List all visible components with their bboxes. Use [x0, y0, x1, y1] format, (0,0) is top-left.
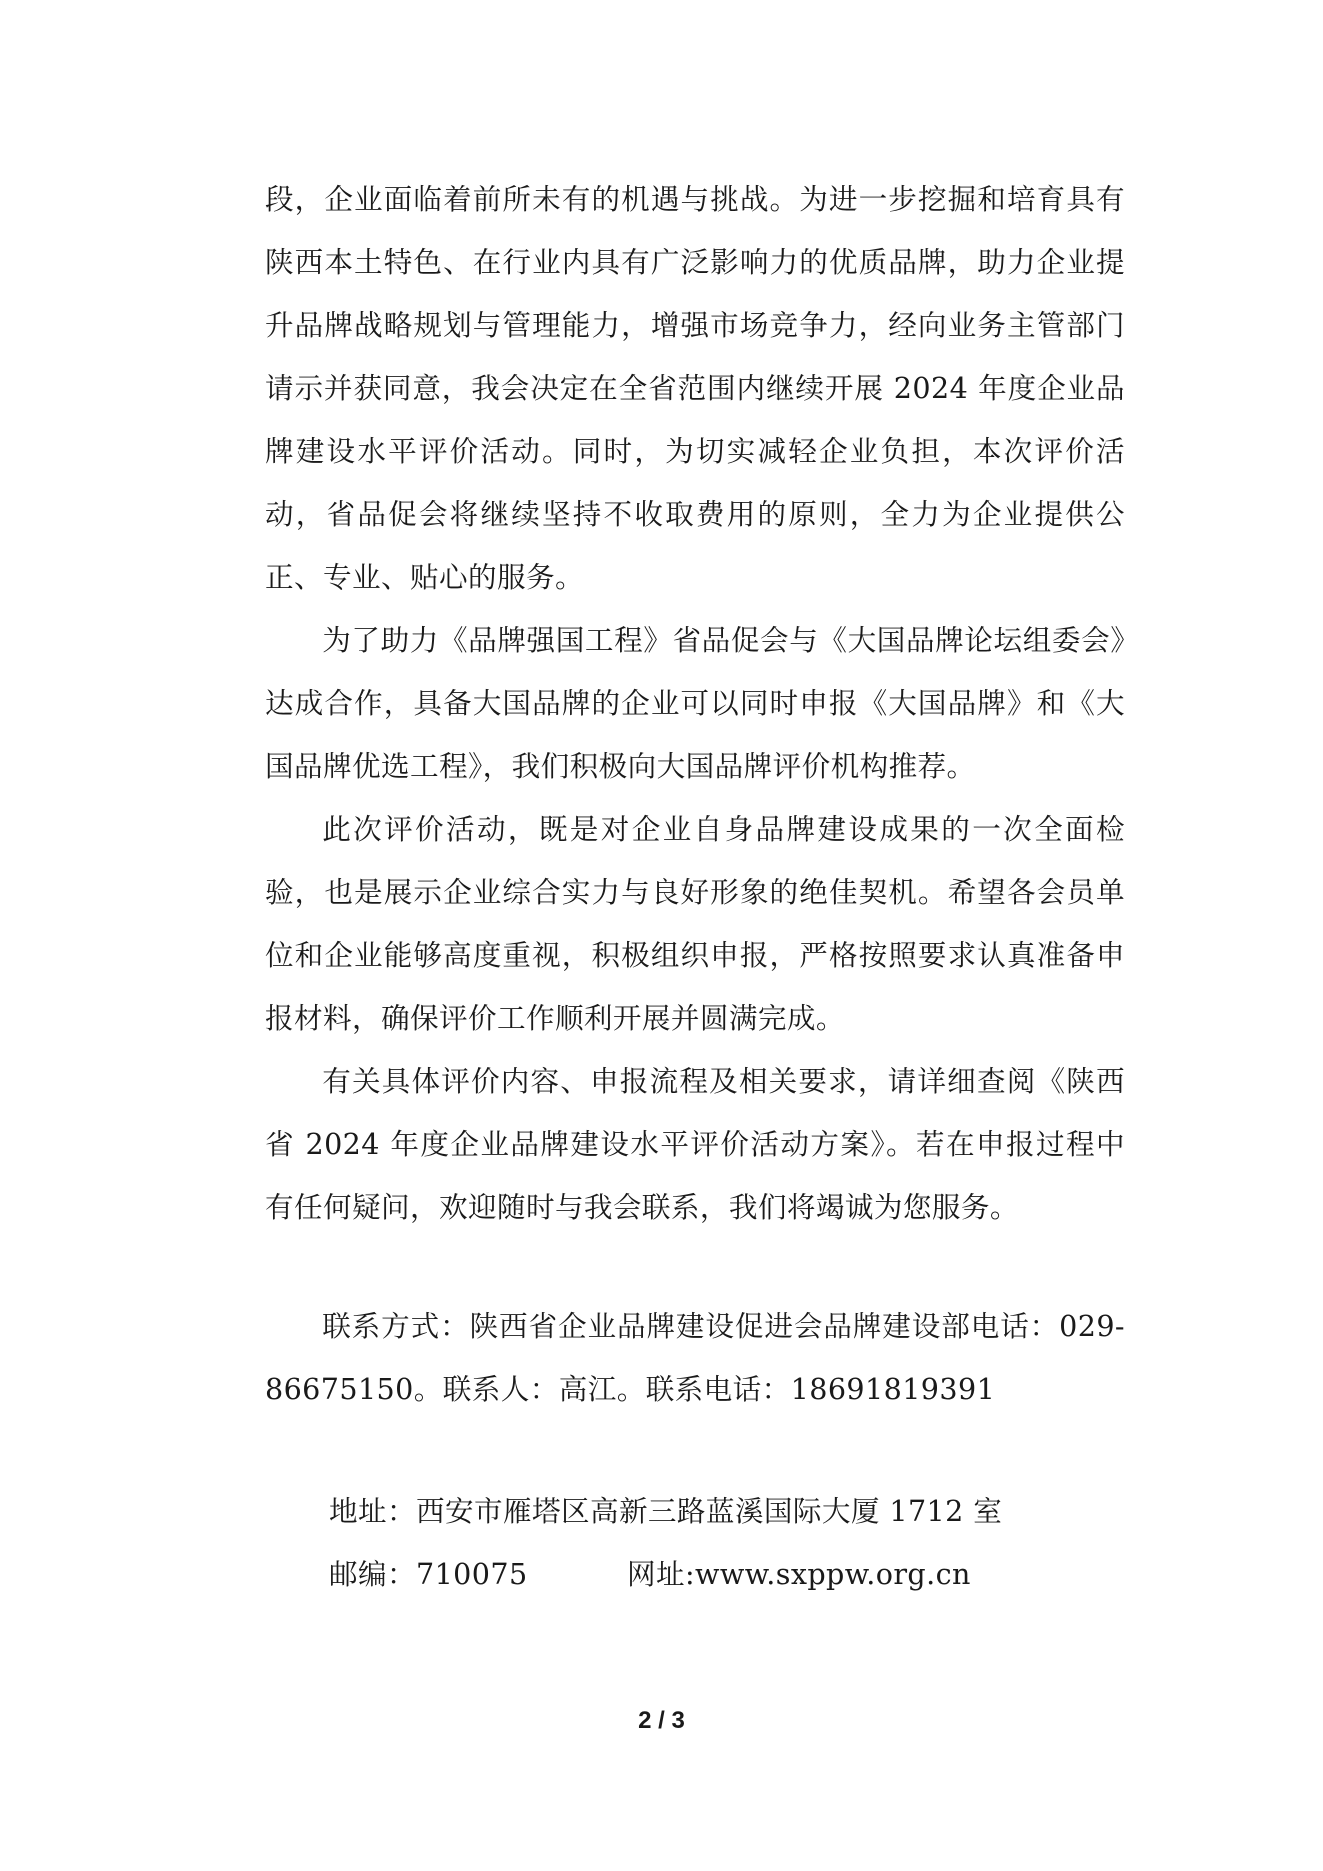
contact-info: 联系方式：陕西省企业品牌建设促进会品牌建设部电话：029-86675150。联系人：高江。联系电话：18691819391	[265, 1309, 1125, 1406]
paragraph-evaluation-purpose: 此次评价活动，既是对企业自身品牌建设成果的一次全面检验，也是展示企业综合实力与良好形象的绝佳契机。希望各会员单位和企业能够高度重视，积极组织申报，严格按照要求认真准备申报材料，确保评价工作顺利开展并圆满完成。	[265, 812, 1125, 1035]
page-number: 2 / 3	[638, 1707, 685, 1734]
postal-website-line	[329, 1543, 1125, 1606]
address-block	[329, 1480, 1125, 1606]
body-text	[265, 168, 1125, 1239]
address-line: 地址：西安市雁塔区高新三路蓝溪国际大厦 1712 室	[329, 1494, 1003, 1528]
paragraph-cooperation: 为了助力《品牌强国工程》省品促会与《大国品牌论坛组委会》达成合作，具备大国品牌的企业可以同时申报《大国品牌》和《大国品牌优选工程》，我们积极向大国品牌评价机构推荐。	[265, 623, 1125, 783]
paragraph-application-details: 有关具体评价内容、申报流程及相关要求，请详细查阅《陕西省 2024 年度企业品牌建设水平评价活动方案》。若在申报过程中有任何疑问，欢迎随时与我会联系，我们将竭诚为您服务。	[265, 1064, 1125, 1224]
paragraph-continuation: 段，企业面临着前所未有的机遇与挑战。为进一步挖掘和培育具有陕西本土特色、在行业内具有广泛影响力的优质品牌，助力企业提升品牌战略规划与管理能力，增强市场竞争力，经向业务主管部门请示并获同意，我会决定在全省范围内继续开展 2024 年度企业品牌建设水平评价活动。同时，为切实减轻企业负担，本次评价活动，省品促会将继续坚持不收取费用的原则，全力为企业提供公正、专业、贴心的服务。	[265, 182, 1125, 594]
website-link[interactable]: 网址:www.sxppw.org.cn	[627, 1557, 971, 1591]
postal-code: 邮编：710075	[329, 1557, 528, 1591]
contact-block	[265, 1295, 1125, 1421]
